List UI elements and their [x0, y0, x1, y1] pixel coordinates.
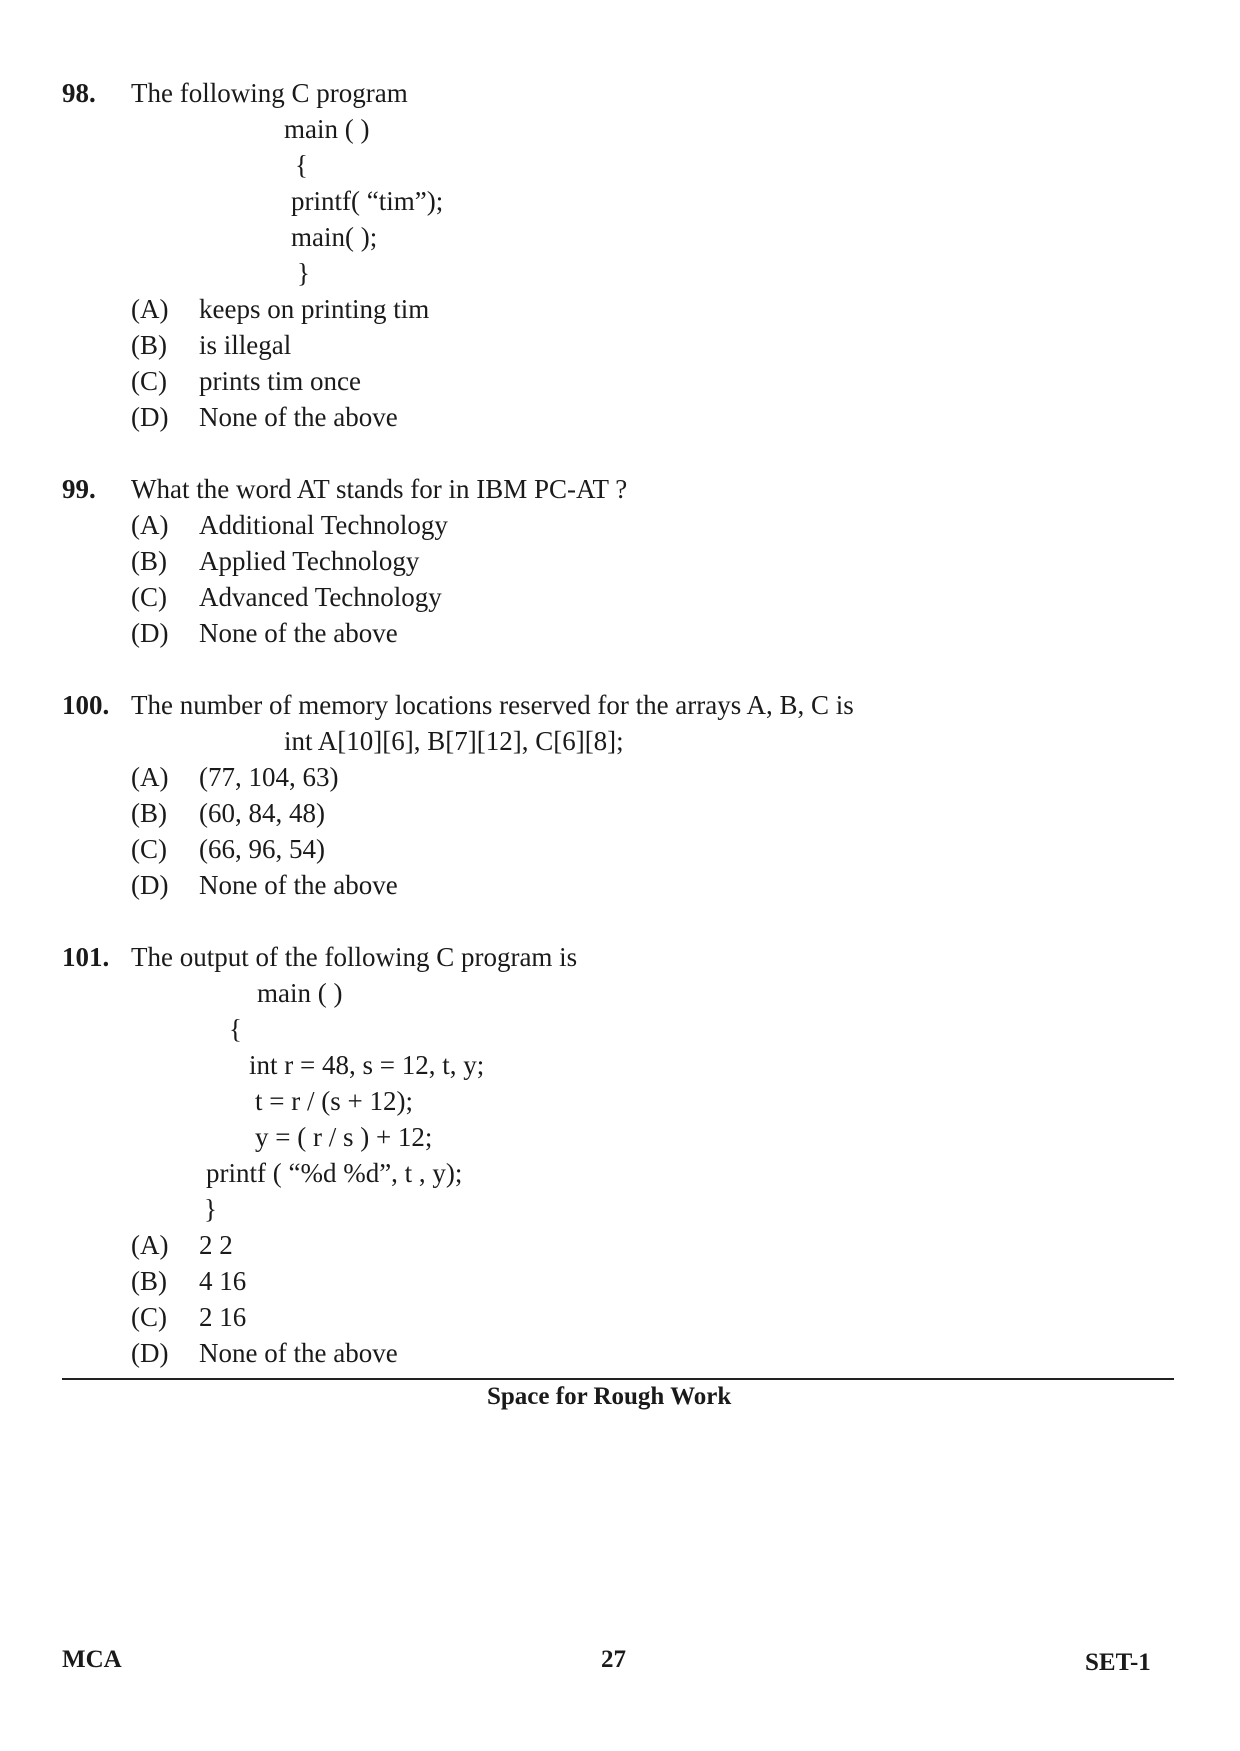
- footer-left: MCA: [62, 1646, 122, 1673]
- option-text: (66, 96, 54): [199, 834, 325, 864]
- option-text: (77, 104, 63): [199, 762, 339, 792]
- option-text: None of the above: [199, 618, 398, 648]
- divider-line: [62, 1378, 1174, 1380]
- question-number: 99.: [62, 474, 96, 504]
- question-text: The following C program: [131, 78, 408, 108]
- question-text: The number of memory locations reserved for the arrays A, B, C is: [131, 690, 854, 720]
- option-text: 2 2: [199, 1230, 233, 1260]
- option-text: None of the above: [199, 1338, 398, 1368]
- footer-right: SET-1: [1085, 1649, 1151, 1676]
- code-line: printf ( “%d %d”, t , y);: [206, 1158, 463, 1188]
- option-letter: (A): [131, 294, 169, 324]
- option-text: (60, 84, 48): [199, 798, 325, 828]
- option-letter: (A): [131, 510, 169, 540]
- code-line: }: [204, 1194, 217, 1224]
- option-letter: (B): [131, 330, 167, 360]
- code-line: main ( ): [284, 114, 370, 144]
- option-text: Applied Technology: [199, 546, 420, 576]
- option-text: Advanced Technology: [199, 582, 442, 612]
- page-number: 27: [601, 1646, 626, 1673]
- option-text: 2 16: [199, 1302, 247, 1332]
- question-number: 100.: [62, 690, 110, 720]
- option-letter: (D): [131, 402, 169, 432]
- option-text: keeps on printing tim: [199, 294, 430, 324]
- option-letter: (D): [131, 1338, 169, 1368]
- option-text: prints tim once: [199, 366, 361, 396]
- option-text: Additional Technology: [199, 510, 448, 540]
- code-line: int A[10][6], B[7][12], C[6][8];: [284, 726, 624, 756]
- question-number: 98.: [62, 78, 96, 108]
- option-letter: (B): [131, 1266, 167, 1296]
- option-letter: (B): [131, 546, 167, 576]
- option-letter: (D): [131, 870, 169, 900]
- option-letter: (C): [131, 834, 167, 864]
- code-line: }: [297, 258, 310, 288]
- question-text: The output of the following C program is: [131, 942, 578, 972]
- option-letter: (D): [131, 618, 169, 648]
- code-line: {: [295, 150, 308, 180]
- code-line: t = r / (s + 12);: [255, 1086, 413, 1116]
- code-line: int r = 48, s = 12, t, y;: [249, 1050, 485, 1080]
- option-letter: (A): [131, 1230, 169, 1260]
- code-line: main( );: [291, 222, 378, 252]
- code-line: y = ( r / s ) + 12;: [255, 1122, 433, 1152]
- code-line: printf( “tim”);: [291, 186, 444, 216]
- code-line: main ( ): [257, 978, 343, 1008]
- option-text: is illegal: [199, 330, 292, 360]
- question-text: What the word AT stands for in IBM PC-AT ?: [131, 474, 628, 504]
- question-number: 101.: [62, 942, 110, 972]
- option-letter: (A): [131, 762, 169, 792]
- rough-work-label: Space for Rough Work: [487, 1383, 732, 1410]
- option-letter: (B): [131, 798, 167, 828]
- code-line: {: [229, 1014, 242, 1044]
- option-letter: (C): [131, 582, 167, 612]
- option-text: None of the above: [199, 870, 398, 900]
- option-letter: (C): [131, 1302, 167, 1332]
- option-text: None of the above: [199, 402, 398, 432]
- option-letter: (C): [131, 366, 167, 396]
- option-text: 4 16: [199, 1266, 247, 1296]
